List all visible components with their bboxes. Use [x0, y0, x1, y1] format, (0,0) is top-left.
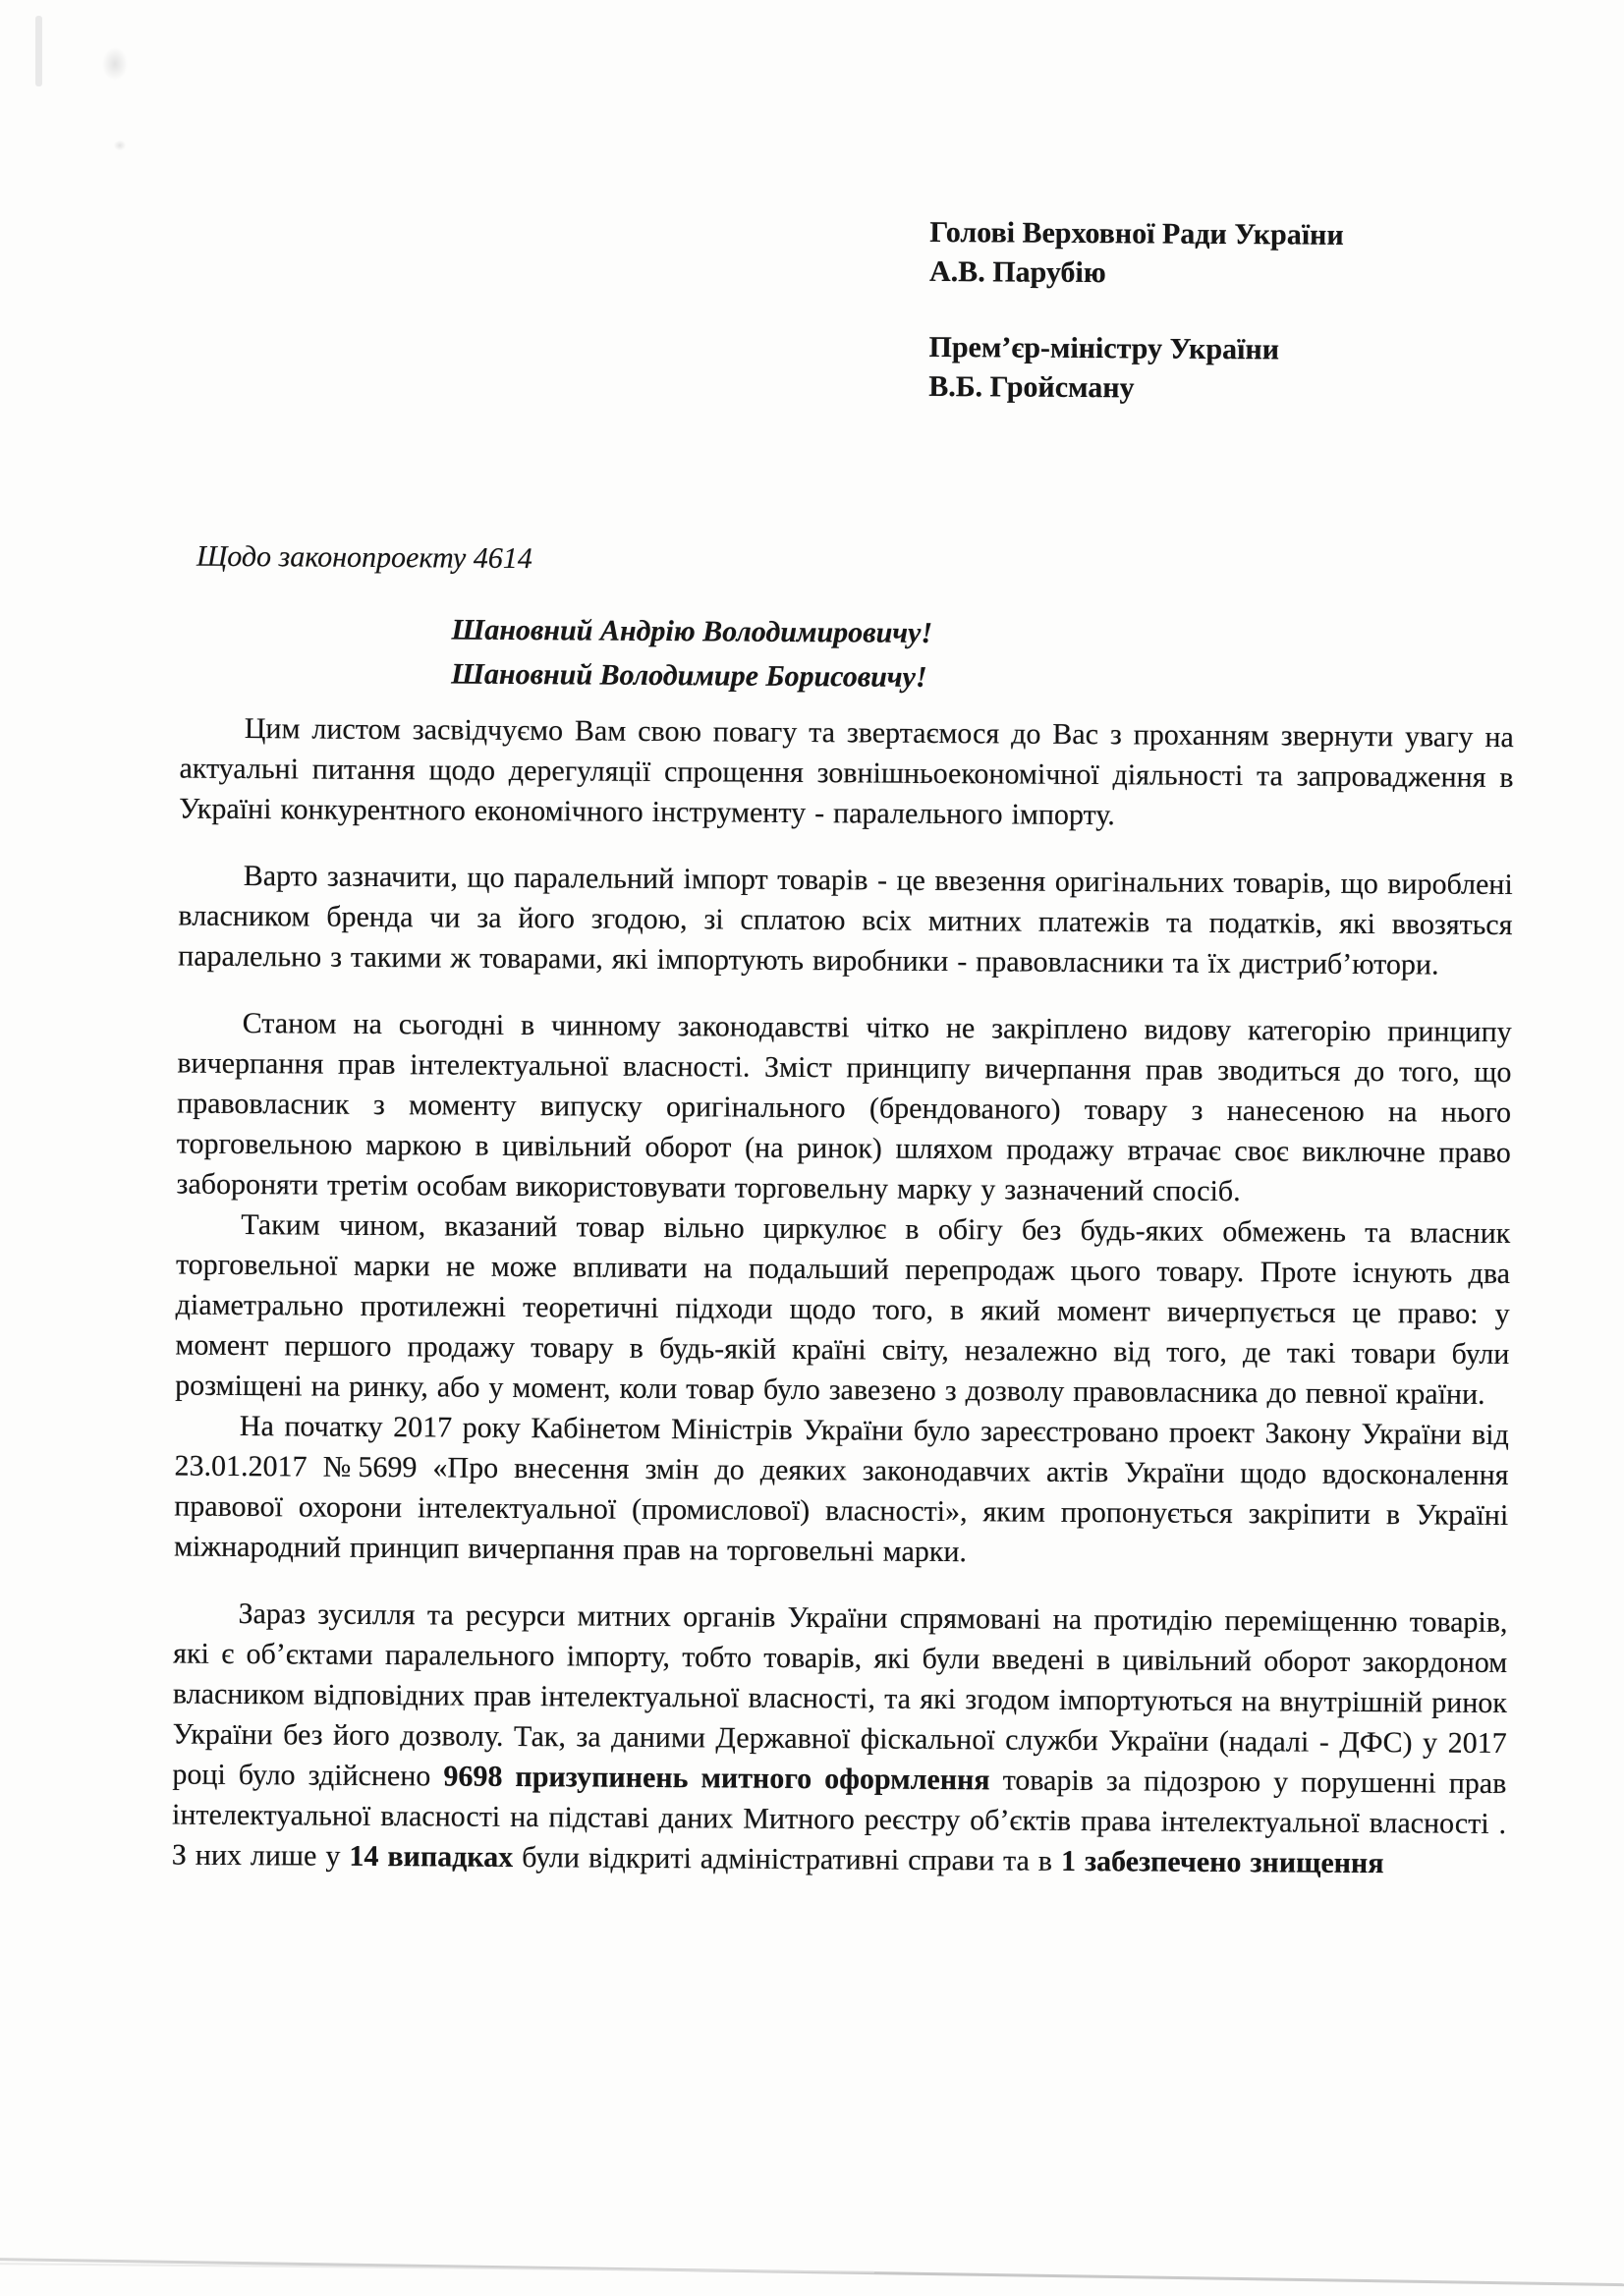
- subject-line: Щодо законопроекту 4614: [196, 539, 532, 576]
- body-paragraph: Цим листом засвідчуємо Вам свою повагу та звертаємося до Вас з проханням звернути увагу на актуальні питання щодо дерегуляції спрощення зовнішньоекономічної діяльності та запровадження в Україні конкурентного економічного інструменту - паралельного імпорту.: [179, 712, 1514, 832]
- body-paragraph: Таким чином, вказаний товар вільно циркулює в обігу без будь-яких обмежень та власник торговельної марки не може впливати на подальший перепродаж цього товару. Проте існують два діаметрально протилежні теоретичні підходи щодо того, в який момент вичерпується це право: у момент першого продажу товару в будь-якій країні світу, незалежно від того, де такі товари були розміщені на ринку, або у момент, коли товар було завезено з дозволу правовласника до певної країни.: [175, 1208, 1511, 1411]
- body-paragraph: Станом на сьогодні в чинному законодавстві чітко не закріплено видову категорію принципу вичерпання прав інтелектуальної власності. Зміст принципу вичерпання прав зводиться до того, що правовласник з моменту випуску оригінального (брендованого) товару з нанесеною на нього торговельною маркою в цивільний оборот (на ринок) шляхом продажу втрачає своє виключне право забороняти третім особам використовувати торговельну марку у зазначений спосіб.: [176, 1007, 1512, 1208]
- recipient-line: Голові Верховної Ради України: [929, 215, 1344, 252]
- scan-edge-line: [0, 2263, 874, 2273]
- salutation-block: [451, 607, 1515, 703]
- body-paragraph: На початку 2017 року Кабінетом Міністрів України було зареєстровано проект Закону України від 23.01.2017 №5699 «Про внесення змін до деяких законодавчих актів України щодо вдосконалення правової охорони інтелектуальної (промислової) власності», яким пропонується закріпити в Україні міжнародний принцип вичерпання прав на торговельні марки.: [173, 1410, 1509, 1569]
- scan-smudge: [35, 16, 42, 86]
- recipient-line: Прем’єр-міністру України: [928, 330, 1280, 366]
- recipient-group-rada: [929, 213, 1518, 296]
- scan-smudge: [102, 47, 128, 81]
- letter-body: [172, 708, 1514, 1884]
- body-paragraph: Зараз зусилля та ресурси митних органів України спрямовані на протидію переміщенню товарів, які є об’єктами паралельного імпорту, тобто товарів, які були введені в цивільний оборот закордоном власником відповідних прав інтелектуальної власності, та які згодом імпортуються на внутрішній ринок України без його дозволу. Так, за даними Державної фіскальної служби України (надалі - ДФС) у 2017 році було здійснено 9698 призупинень митного оформлення товарів за підозрою у порушенні прав інтелектуальної власності на підставі даних Митного реєстру об’єктів права інтелектуальної власності . З них лише у 14 випадках були відкриті адміністративні справи та в 1 забезпечено знищення: [171, 1597, 1508, 1880]
- letter-content: [172, 0, 1519, 1884]
- salutation-line: Шановний Андрію Володимировичу!: [451, 613, 933, 649]
- recipient-group-pm: [928, 328, 1517, 411]
- recipient-line: В.Б. Гройсману: [928, 369, 1135, 405]
- body-paragraph: Варто зазначити, що паралельний імпорт товарів - це ввезення оригінальних товарів, що вироблені власником бренда чи за його згодою, зі сплатою всіх митних платежів та податків, які ввозяться паралельно з такими ж товарами, які імпортують виробники - правовласники та їх дистриб’ютори.: [178, 860, 1513, 981]
- recipient-line: А.В. Парубію: [928, 254, 1106, 290]
- salutation-line: Шановний Володимире Борисовичу!: [451, 657, 927, 694]
- scan-edge-line: [0, 2258, 1624, 2286]
- recipient-block: [928, 213, 1517, 411]
- scan-smudge: [114, 140, 126, 150]
